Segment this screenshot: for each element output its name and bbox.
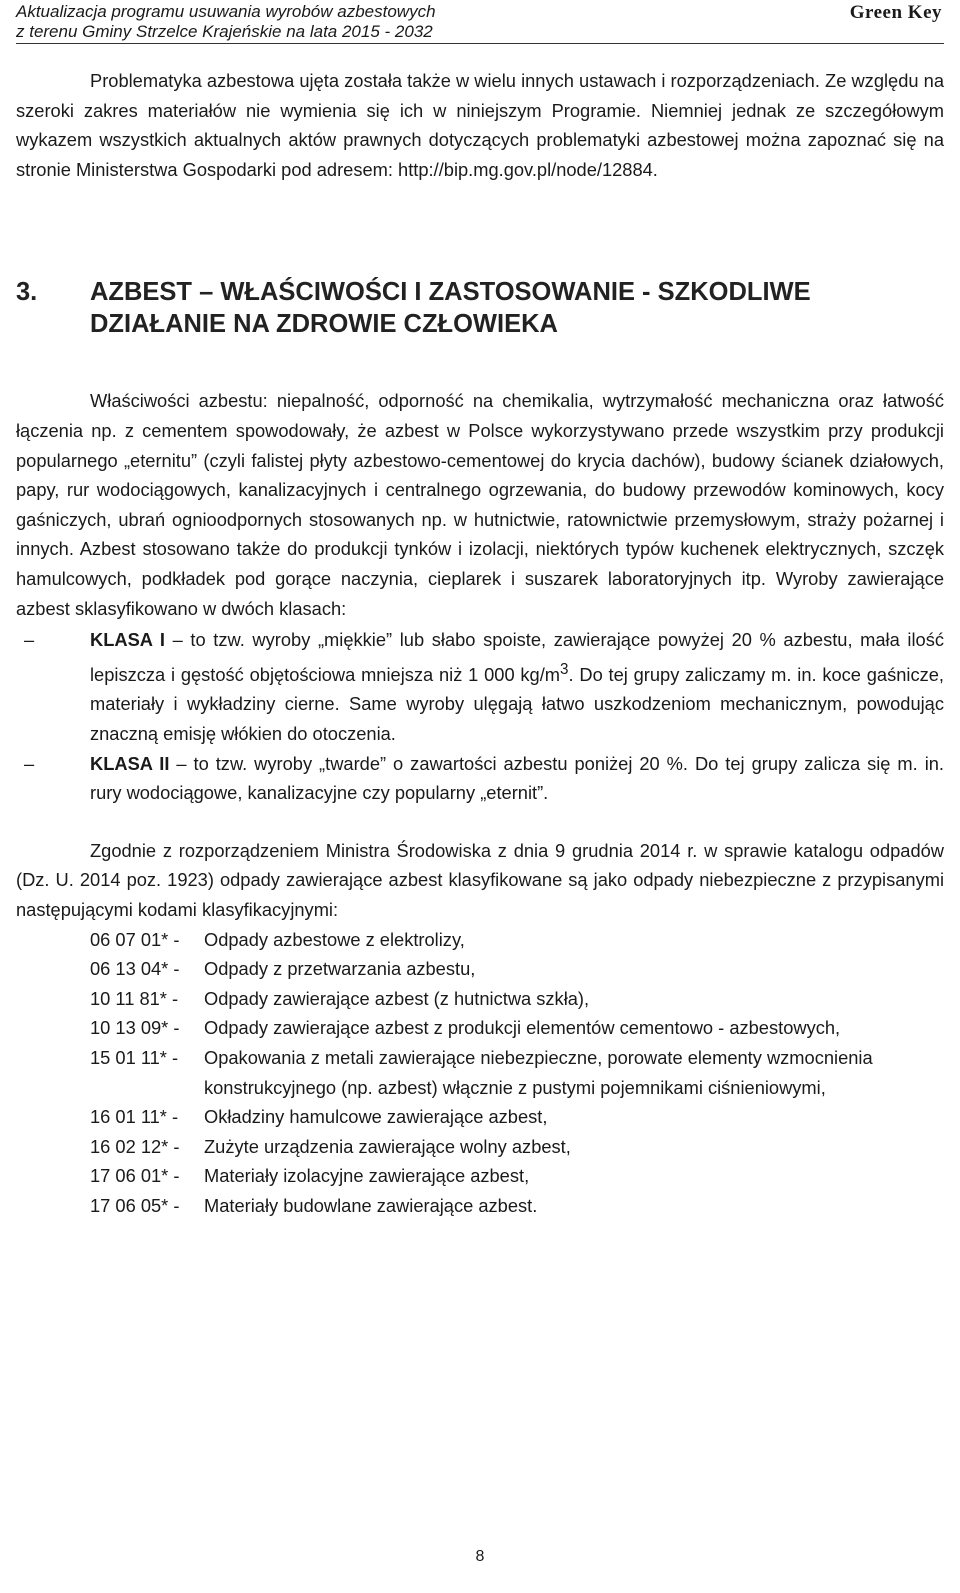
- page-number: 8: [475, 1548, 485, 1565]
- properties-paragraph: Właściwości azbestu: niepalność, odporność na chemikalia, wytrzymałość mechaniczna oraz łatwość łączenia np. z cementem spowodowały, że azbest w Polsce wykorzystywano przede wszystkim przy produkcji popularnego „eternitu” (czyli falistej płyty azbestowo-cementowej do krycia dachów), budowy ścianek działowych, papy, rur wodociągowych, kanalizacyjnych i centralnego ogrzewania, do budowy przewodów kominowych, kocy gaśniczych, ubrań ognioodpornych stosowanych np. w hutnictwie, ratownictwie przemysłowym, straży pożarnej i innych. Azbest stosowano także do produkcji tynków i izolacji, niektórych typów kuchenek elektrycznych, szczęk hamulcowych, podkładek pod gorące naczynia, cieplarek i suszarek laboratoryjnych itp. Wyroby zawierające azbest sklasyfikowano w dwóch klasach:: [16, 390, 944, 619]
- section-title-line1: AZBEST – WŁAŚCIWOŚCI I ZASTOSOWANIE - SZKODLIWE: [90, 278, 811, 307]
- list-item: [16, 984, 944, 1014]
- superscript: 3: [560, 660, 569, 678]
- waste-description: Zużyte urządzenia zawierające wolny azbest,: [204, 1135, 571, 1157]
- list-item-klasa-1: [16, 625, 944, 748]
- asbestos-class-list: [16, 625, 944, 808]
- list-item: [16, 1132, 944, 1162]
- waste-description: Materiały budowlane zawierające azbest.: [204, 1194, 538, 1216]
- document-title-line1: Aktualizacja programu usuwania wyrobów azbestowych: [16, 2, 436, 21]
- list-item: [16, 1043, 944, 1102]
- waste-code: 06 13 04* -: [90, 958, 180, 980]
- class-description-cont: . Do tej grupy zaliczamy m. in. koce gaśnicze, materiały i wykładziny cierne. Same wyroby ulęgają łatwo uszkodzeniom mechanicznym, powodując znaczną emisję włókien do otoczenia.: [90, 663, 944, 744]
- waste-code: 17 06 05* -: [90, 1194, 180, 1216]
- waste-code: 16 02 12* -: [90, 1135, 180, 1157]
- waste-description: Opakowania z metali zawierające niebezpieczne, porowate elementy wzmocnienia konstrukcyjnego (np. azbest) włącznie z pustymi pojemnikami ciśnieniowymi,: [204, 1046, 873, 1098]
- intro-paragraph: Problematyka azbestowa ujęta została także w wielu innych ustawach i rozporządzeniach. Ze względu na szeroki zakres materiałów nie wymienia się ich w niniejszym Programie. Niemniej jednak ze szczegółowym wykazem wszystkich aktualnych aktów prawnych dotyczących problematyki azbestowej można zapoznać się na stronie Ministerstwa Gospodarki pod adresem: http://bip.mg.gov.pl/node/12884.: [16, 70, 944, 180]
- class-description: – to tzw. wyroby „twarde” o zawartości azbestu poniżej 20 %. Do tej grupy zalicza się m. in. rury wodociągowe, kanalizacyjne czy popularny „eternit”.: [90, 752, 945, 804]
- list-dash: –: [24, 752, 35, 774]
- brand-name: Green Key: [849, 2, 942, 23]
- waste-description: Odpady zawierające azbest (z hutnictwa szkła),: [204, 987, 590, 1009]
- class-description: – to tzw. wyroby „miękkie” lub słabo spoiste, zawierające powyżej 20 % azbestu, mała ilość lepiszcza i gęstość objętościowa mniejsza niż 1 000 kg/m: [90, 629, 944, 685]
- page-body: [16, 66, 944, 1221]
- class-name: KLASA I: [90, 629, 165, 651]
- regulation-paragraph: Zgodnie z rozporządzeniem Ministra Środowiska z dnia 9 grudnia 2014 r. w sprawie katalogu odpadów (Dz. U. 2014 poz. 1923) odpady zawierające azbest klasyfikowane są jako odpady niebezpieczne z przypisanymi następującymi kodami klasyfikacyjnymi:: [16, 839, 944, 920]
- waste-description: Odpady z przetwarzania azbestu,: [204, 958, 476, 980]
- waste-code: 17 06 01* -: [90, 1165, 180, 1187]
- class-name: KLASA II: [90, 752, 170, 774]
- document-title: [16, 2, 436, 42]
- waste-code-list: [16, 925, 944, 1221]
- list-item: [16, 954, 944, 984]
- section-title-line2: DZIAŁANIE NA ZDROWIE CZŁOWIEKA: [90, 310, 558, 339]
- waste-code: 06 07 01* -: [90, 928, 180, 950]
- waste-description: Materiały izolacyjne zawierające azbest,: [204, 1165, 530, 1187]
- waste-description: Odpady azbestowe z elektrolizy,: [204, 928, 465, 950]
- waste-code: 16 01 11* -: [90, 1106, 179, 1128]
- list-dash: –: [24, 629, 35, 651]
- waste-code: 10 13 09* -: [90, 1017, 180, 1039]
- list-item: [16, 1102, 944, 1132]
- list-item: [16, 1191, 944, 1221]
- waste-code: 15 01 11* -: [90, 1046, 179, 1068]
- section-number: 3.: [16, 278, 38, 307]
- list-item-klasa-2: [16, 749, 944, 808]
- document-title-line2: z terenu Gminy Strzelce Krajeńskie na lata 2015 - 2032: [16, 22, 433, 41]
- waste-code: 10 11 81* -: [90, 987, 179, 1009]
- waste-description: Okładziny hamulcowe zawierające azbest,: [204, 1106, 548, 1128]
- waste-description: Odpady zawierające azbest z produkcji elementów cementowo - azbestowych,: [204, 1017, 841, 1039]
- section-heading: [16, 276, 944, 340]
- list-item: [16, 1161, 944, 1191]
- page-header: [16, 0, 944, 44]
- list-item: [16, 925, 944, 955]
- list-item: [16, 1013, 944, 1043]
